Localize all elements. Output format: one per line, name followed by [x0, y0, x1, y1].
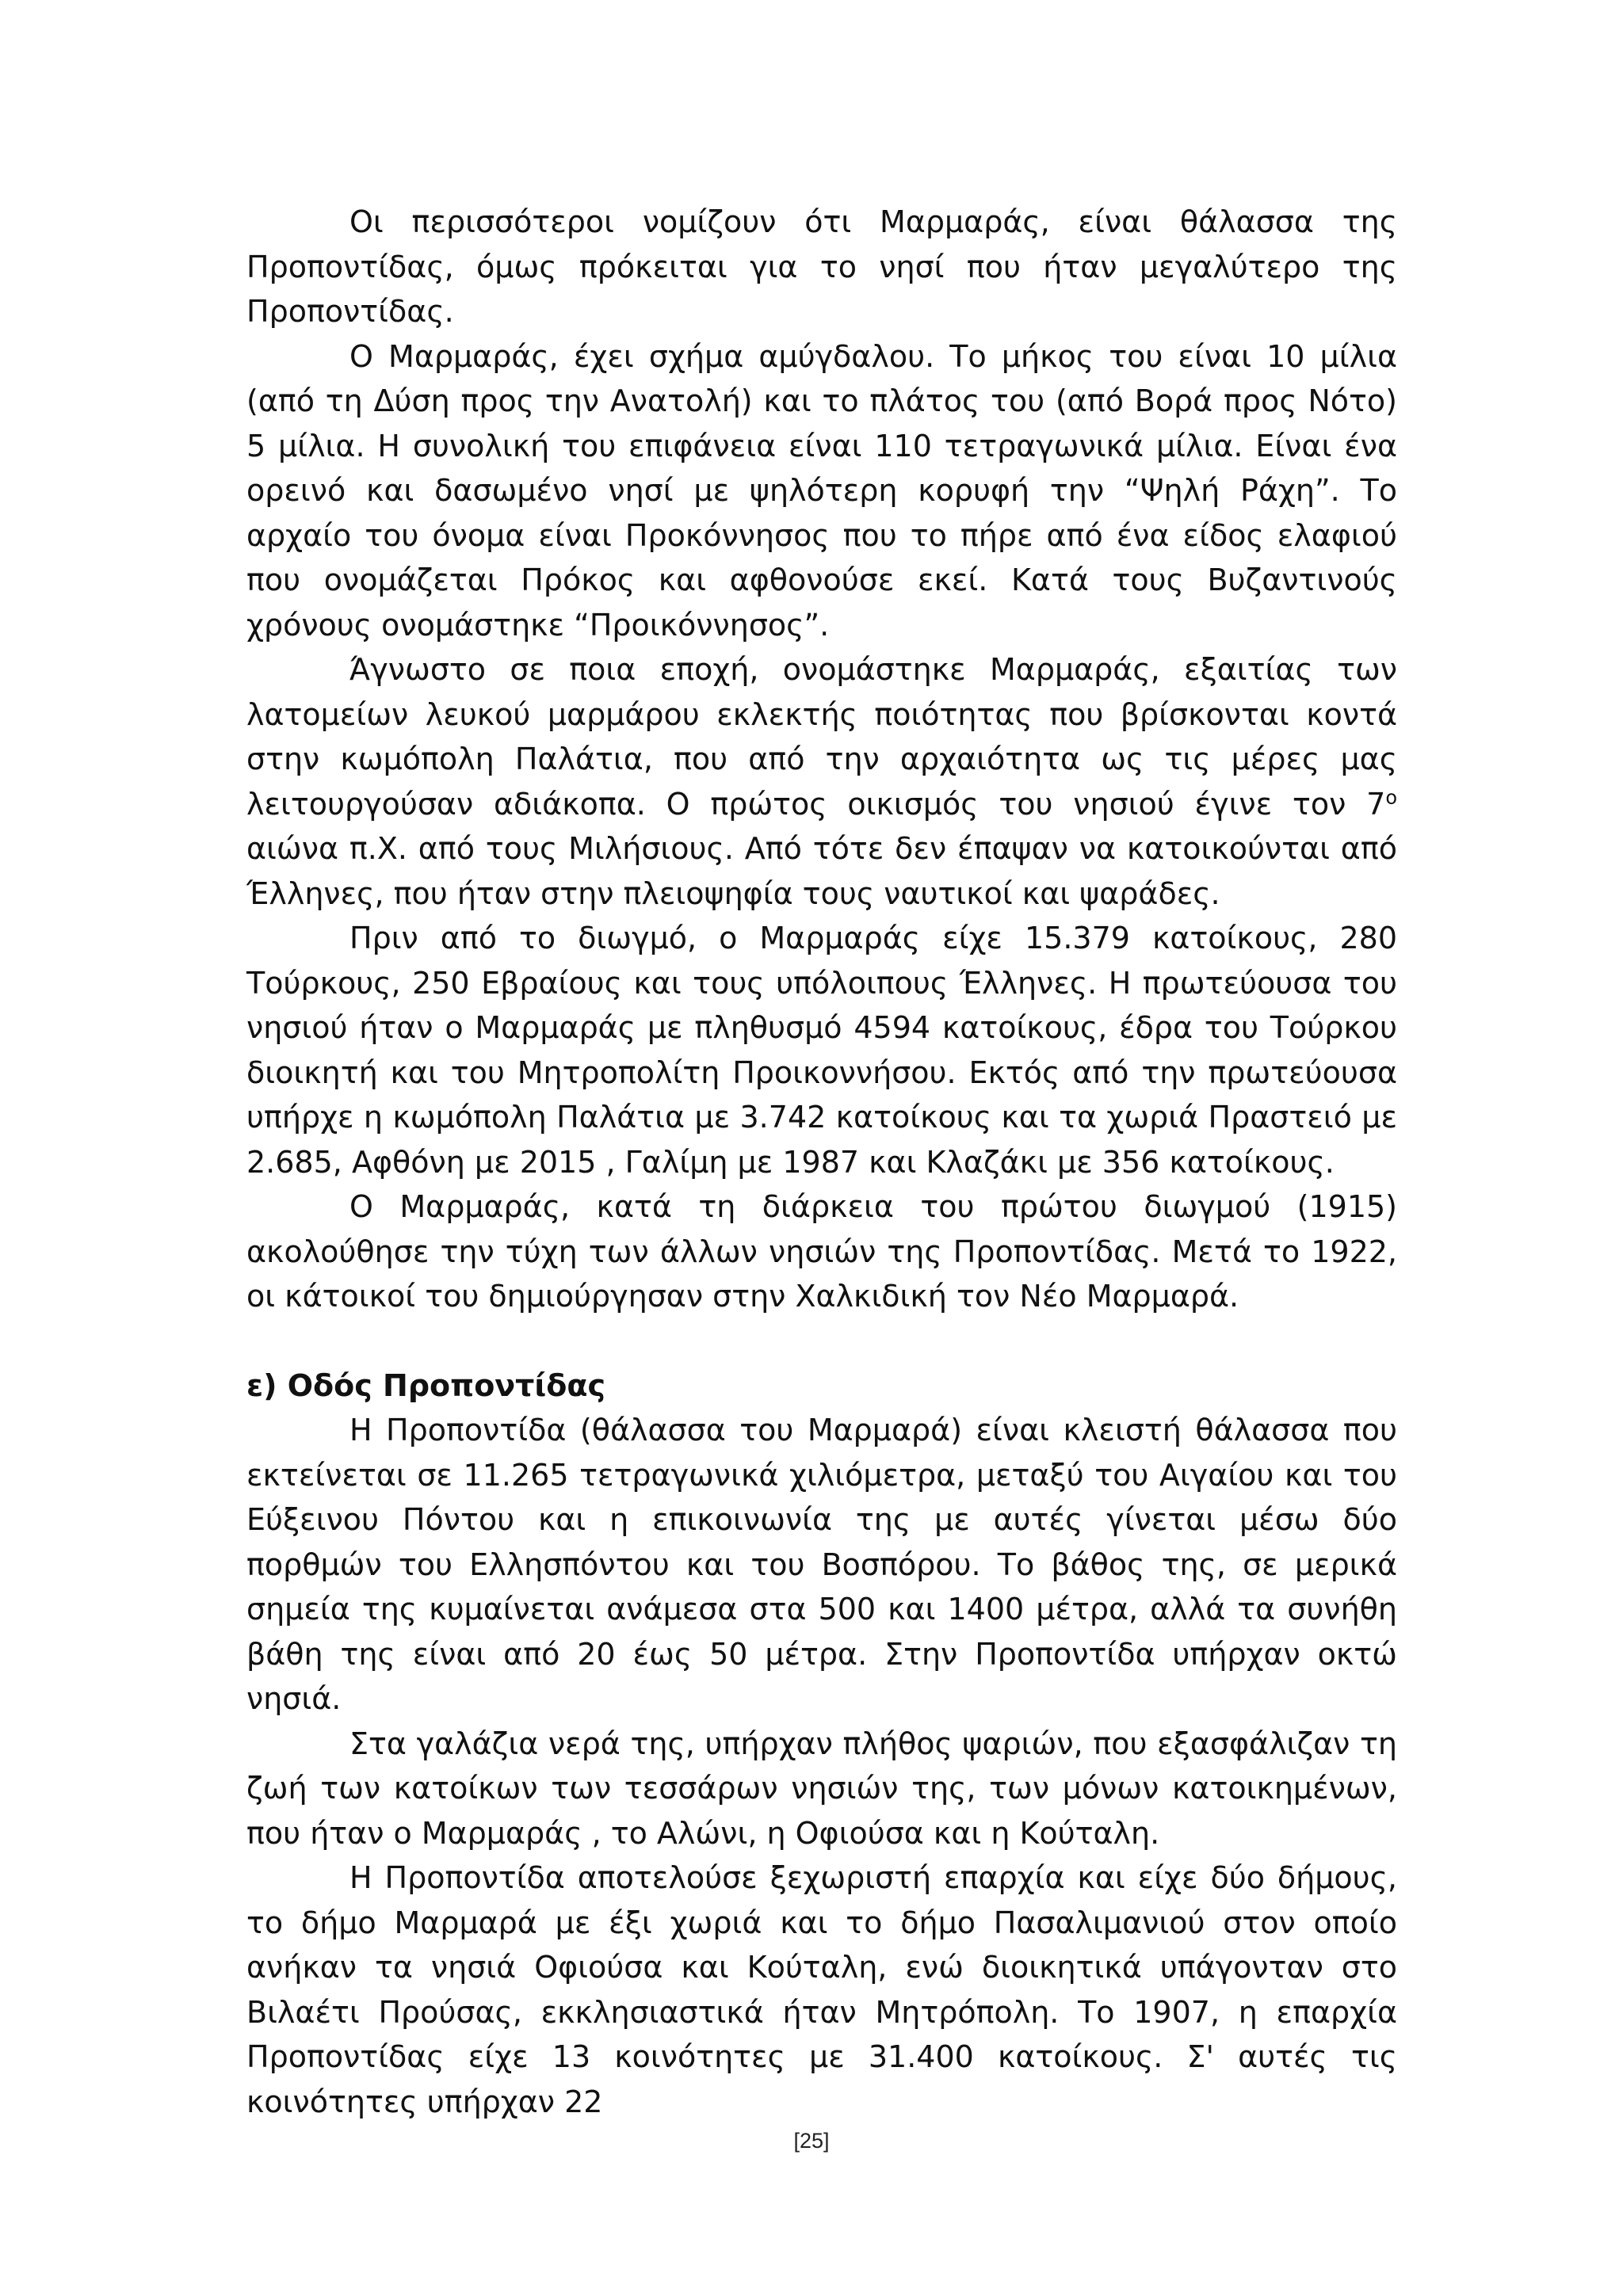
paragraph-marmaras-intro: Οι περισσότεροι νομίζουν ότι Μαρμαράς, είναι θάλασσα της Προποντίδας, όμως πρόκειται για το νησί που ήταν μεγαλύτερο της Προποντίδας. [246, 204, 1397, 329]
page-number: [25] [793, 2129, 830, 2153]
superscript-ordinal: ο [1385, 785, 1397, 808]
paragraph-propontis-sea: Η Προποντίδα (θάλασσα του Μαρμαρά) είναι κλειστή θάλασσα που εκτείνεται σε 11.265 τετραγωνικά χιλιόμετρα, μεταξύ του Αιγαίου και του Εύξεινου Πόντου και η επικοινωνία της με αυτές γίνεται μέσω δύο πορθμών του Ελλησπόντου και του Βοσπόρου. Το βάθος της, σε μερικά σημεία της κυμαίνεται ανάμεσα στα 500 και 1400 μέτρα, αλλά τα συνήθη βάθη της είναι από 20 έως 50 μέτρα. Στην Προποντίδα υπήρχαν οκτώ νησιά. [246, 1413, 1397, 1716]
paragraph-marmaras-geography: Ο Μαρμαράς, έχει σχήμα αμύγδαλου. Το μήκος του είναι 10 μίλια (από τη Δύση προς την Ανατολή) και το πλάτος του (από Βορά προς Νότο) 5 μίλια. Η συνολική του επιφάνεια είναι 110 τετραγωνικά μίλια. Είναι ένα ορεινό και δασωμένο νησί με ψηλότερη κορυφή την “Ψηλή Ράχη”. Το αρχαίο του όνομα είναι Προκόννησος που το πήρε από ένα είδος ελαφιού που ονομάζεται Πρόκος και αφθονούσε εκεί. Κατά τους Βυζαντινούς χρόνους ονομάστηκε “Προικόννησος”. [246, 338, 1397, 643]
paragraph-text: αιώνα π.Χ. από τους Μιλήσιους. Από τότε δεν έπαψαν να κατοικούνται από Έλληνες, που ήταν στην πλειοψηφία τους ναυτικοί και ψαράδες. [246, 831, 1397, 911]
page-content [246, 200, 1397, 2124]
paragraph-propontis-administration: Η Προποντίδα αποτελούσε ξεχωριστή επαρχία και είχε δύο δήμους, το δήμο Μαρμαρά με έξι χωριά και το δήμο Πασαλιμανιού στον οποίο ανήκαν τα νησιά Οφιούσα και Κούταλη, ενώ διοικητικά υπάγονταν στο Βιλαέτι Προύσας, εκκλησιαστικά ήταν Μητρόπολη. Το 1907, η επαρχία Προποντίδας είχε 13 κοινότητες με 31.400 κατοίκους. Σ' αυτές τις κοινότητες υπήρχαν 22 [246, 1860, 1397, 2119]
paragraph-marmaras-persecution: Ο Μαρμαράς, κατά τη διάρκεια του πρώτου διωγμού (1915) ακολούθησε την τύχη των άλλων νησιών της Προποντίδας. Μετά το 1922, οι κάτοικοί του δημιούργησαν στην Χαλκιδική τον Νέο Μαρμαρά. [246, 1189, 1397, 1314]
section-gap [246, 1319, 1397, 1363]
paragraph-marmaras-population: Πριν από το διωγμό, ο Μαρμαράς είχε 15.379 κατοίκους, 280 Τούρκους, 250 Εβραίους και τους υπόλοιπους Έλληνες. Η πρωτεύουσα του νησιού ήταν ο Μαρμαράς με πληθυσμό 4594 κατοίκους, έδρα του Τούρκου διοικητή και του Μητροπολίτη Προικοννήσου. Εκτός από την πρωτεύουσα υπήρχε η κωμόπολη Παλάτια με 3.742 κατοίκους και τα χωριά Πραστειό με 2.685, Αφθόνη με 2015 , Γαλίμη με 1987 και Κλαζάκι με 356 κατοίκους. [246, 921, 1397, 1180]
paragraph-text: Άγνωστο σε ποια εποχή, ονομάστηκε Μαρμαράς, εξαιτίας των λατομείων λευκού μαρμάρου εκλεκτής ποιότητας που βρίσκονται κοντά στην κωμόπολη Παλάτια, που από την αρχαιότητα ως τις μέρες μας λειτουργούσαν αδιάκοπα. Ο πρώτος οικισμός του νησιού έγινε τον 7 [246, 652, 1397, 822]
paragraph-marmaras-name [246, 647, 1397, 916]
section-heading: ε) Οδός Προποντίδας [246, 1367, 605, 1403]
paragraph-propontis-fish: Στα γαλάζια νερά της, υπήρχαν πλήθος ψαριών, που εξασφάλιζαν τη ζωή των κατοίκων των τεσσάρων νησιών της, των μόνων κατοικημένων, που ήταν ο Μαρμαράς , το Αλώνι, η Οφιούσα και η Κούταλη. [246, 1726, 1397, 1851]
